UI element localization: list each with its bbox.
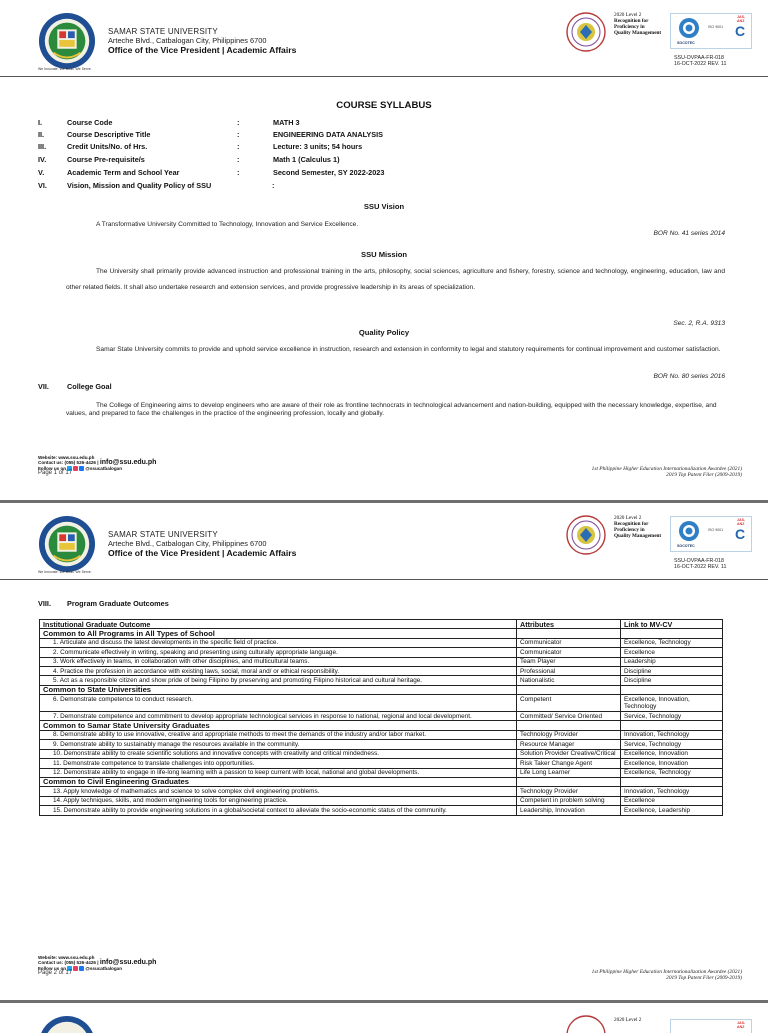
- page-footer: Website: www.ssu.edu.ph Contact us: (055) 526-4426 | info@ssu.edu.ph Follow us on @ssucatbalogan Page 2 of 17: [38, 955, 157, 977]
- empty-cell: [517, 629, 621, 638]
- table-row: [40, 796, 723, 805]
- seal-motto: We Innovate. We Build. We Serve.: [38, 67, 92, 71]
- table-row: [40, 759, 723, 768]
- outcome-cell: 13. Apply knowledge of mathematics and science to solve complex civil engineering problems.: [40, 787, 517, 796]
- table-group-row: [40, 685, 723, 694]
- mv-cv-link-cell: Innovation, Technology: [621, 787, 723, 796]
- outcome-cell: 8. Demonstrate ability to use innovative, creative and appropriate methods to meet the demands of the industry and/or labor market.: [40, 730, 517, 739]
- outcome-cell: 4. Practice the profession in accordance with existing laws, social, moral and/ or ethical responsibility.: [40, 667, 517, 676]
- table-row: [40, 657, 723, 666]
- column-header: Link to MV-CV: [621, 620, 723, 629]
- instagram-icon[interactable]: [73, 466, 78, 471]
- attribute-cell: Resource Manager: [517, 740, 621, 749]
- empty-cell: [517, 721, 621, 730]
- empty-cell: [621, 777, 723, 786]
- syllabus-page-2: We Innovate. We Build. We Serve. SAMAR STATE UNIVERSITY Arteche Blvd., Catbalogan City, Philippines 6700 Office of the Vice President | Academic Affairs 2020 Level 2 Recognition for Proficiency in Quality Management SOCOTEC ISO 9001 JAS-ANZ C SSU-OVPAA-FR-018 16-OCT-2022 REV. 11 VIII. Program Graduate Outcomes Institutional Graduate Outcome Attributes Link to MV-CV Common to All Programs in All Types of School 1. Articulate and discuss the latest developments in the specific field of practice. Communicator Excellence, Technology 2. Communicate effectively in writing, speaking and presenting using culturally appropriate language. Communicator Excellence 3. Work effectively in teams, in collaboration with other disciplines, and multicultural teams. Team Player Leadership 4. Practice the profession in accordance with existing laws, social, moral and/ or ethical responsibility. Professional Discipline 5. Act as a responsible citizen and show pride of being Filipino by preserving and promoting Filipino historical and cultural heritage. Nationalistic Discipline Common to State Universities 6. Demonstrate competence to conduct research. Competent Excellence, Innovation, Technology 7. Demonstrate competence and commitment to develop appropriate technological services in response to national, regional and local development. Committed/ Service Oriented Service, Technology Common to Samar State University Graduates 8. Demonstrate ability to use innovative, creative and appropriate methods to meet the demands of the industry and/or labor market. Technology Provider Innovation, Technology 9. Demonstrate ability to sustainably manage the resources available in the community. Resource Manager Service, Technology 10. Demonstrate ability to create scientific solutions and innovative concepts with creativity and critical mindedness. Solution Provider Creative/Critical Excellence, Innovation 11. Demonstrate competence to translate challenges into opportunities. Risk Taker Change Agent Excellence, Innovation 12. Demonstrate ability to engage in life-long learning with a passion to keep current with local, national and global developments. Life Long Learner Excellence, Technology Common to Civil Engineering Graduates 13. Apply knowledge of mathematics and science to solve complex civil engineering problems. Technology Provider Innovation, Technology 14. Apply techniques, skills, and modern engineering tools for engineering practice. Competent in problem solving Excellence 15. Demonstrate ability to provide engineering solutions in a global/societal context to alleviate the socio-economic status of the community. Leadership, Innovation Excellence, Leadership Website: www.ssu.edu.ph Contact us: (055) 526-4426 | info@ssu.edu.ph Follow us on @ssucatbalogan Page 2 of 17 1st Philippine Higher Education Internationalization Awardee (2021) 2019 Top Patent Filer (2009-2019): [0, 503, 768, 1000]
- table-group-row: [40, 777, 723, 786]
- table-row: [40, 730, 723, 739]
- graduate-outcomes-table: [39, 619, 723, 816]
- recognition-seal-logo: [566, 1015, 606, 1033]
- award-note: 1st Philippine Higher Education Internationalization Awardee (2021) 2019 Top Patent Filer (2009-2019): [591, 466, 742, 479]
- recognition-seal-logo: [566, 515, 606, 555]
- attribute-cell: Leadership, Innovation: [517, 806, 621, 815]
- table-row: [40, 712, 723, 721]
- mv-cv-link-cell: Excellence, Leadership: [621, 806, 723, 815]
- attribute-cell: Competent: [517, 695, 621, 712]
- mission-text: The University shall primarily provide advanced instruction and professional training in the arts, philosophy, social sciences, agriculture and fishery, forestry, science and technology, engineering, education, law and other related fields. It shall also undertake research and extension services, and provide progressive leadership in its areas of specialization.: [66, 268, 725, 291]
- page-header: [0, 0, 768, 76]
- vision-reference: BOR No. 41 series 2014: [653, 230, 725, 237]
- outcome-cell: 7. Demonstrate competence and commitment to develop appropriate technological services in response to national, regional and local development.: [40, 712, 517, 721]
- mv-cv-link-cell: Discipline: [621, 667, 723, 676]
- seal-motto: We Innovate. We Build. We Serve.: [38, 570, 92, 574]
- mv-cv-link-cell: Innovation, Technology: [621, 730, 723, 739]
- table-body: [40, 629, 723, 815]
- accreditation-c-logo: C: [735, 526, 746, 542]
- mv-cv-link-cell: Excellence, Technology: [621, 768, 723, 777]
- mv-cv-link-cell: Excellence, Innovation, Technology: [621, 695, 723, 712]
- page-footer: Website: www.ssu.edu.ph Contact us: (055) 526-4426 | info@ssu.edu.ph Follow us on @ssucatbalogan Page 1 of 17: [38, 455, 157, 477]
- page-number: Page 2 of 17: [38, 970, 73, 977]
- socotec-logo: [678, 17, 700, 39]
- attribute-cell: Professional: [517, 667, 621, 676]
- empty-cell: [517, 685, 621, 694]
- university-address: Arteche Blvd., Catbalogan City, Philippines 6700: [108, 36, 267, 45]
- recognition-seal-logo: [566, 12, 606, 52]
- attribute-cell: Nationalistic: [517, 676, 621, 685]
- mv-cv-link-cell: Leadership: [621, 657, 723, 666]
- recognition-text: 2020 Level 2 Recognition for Proficiency in Quality Management: [614, 12, 662, 36]
- attribute-cell: Life Long Learner: [517, 768, 621, 777]
- quality-policy-reference: BOR No. 80 series 2016: [653, 373, 725, 380]
- mv-cv-link-cell: Excellence, Innovation: [621, 749, 723, 758]
- mv-cv-link-cell: Service, Technology: [621, 740, 723, 749]
- university-block: [108, 531, 296, 558]
- outcome-cell: 12. Demonstrate ability to engage in life-long learning with a passion to keep current with local, national and global developments.: [40, 768, 517, 777]
- vision-heading: SSU Vision: [363, 202, 405, 211]
- outcome-cell: 6. Demonstrate competence to conduct research.: [40, 695, 517, 712]
- table-group-row: [40, 721, 723, 730]
- footer-email-link[interactable]: info@ssu.edu.ph: [99, 959, 157, 967]
- header-divider: [0, 76, 768, 77]
- empty-cell: [621, 629, 723, 638]
- group-label: Common to Civil Engineering Graduates: [40, 777, 517, 786]
- outcome-cell: 2. Communicate effectively in writing, speaking and presenting using culturally appropriate language.: [40, 648, 517, 657]
- page-title: COURSE SYLLABUS: [336, 100, 432, 111]
- attribute-cell: Risk Taker Change Agent: [517, 759, 621, 768]
- university-seal-logo: [38, 515, 96, 573]
- iso-certification-badge: SOCOTEC ISO 9001 JAS-ANZ C: [670, 516, 752, 552]
- group-label: Common to State Universities: [40, 685, 517, 694]
- university-block: [108, 28, 296, 55]
- attribute-cell: Technology Provider: [517, 730, 621, 739]
- outcome-cell: 3. Work effectively in teams, in collaboration with other disciplines, and multicultural teams.: [40, 657, 517, 666]
- vision-text: A Transformative University Committed to Technology, Innovation and Service Excellence.: [96, 221, 359, 228]
- iso-certification-badge: JAS-ANZ: [670, 1019, 752, 1033]
- table-row: [40, 806, 723, 815]
- attribute-cell: Technology Provider: [517, 787, 621, 796]
- page-header: [0, 503, 768, 579]
- accreditation-c-logo: C: [735, 23, 746, 39]
- outcome-cell: 15. Demonstrate ability to provide engineering solutions in a global/societal context to alleviate the socio-economic status of the community.: [40, 806, 517, 815]
- footer-website: Website: www.ssu.edu.ph: [38, 955, 95, 960]
- column-header: Institutional Graduate Outcome: [40, 620, 517, 629]
- table-header-row: [40, 620, 723, 629]
- table-row: [40, 676, 723, 685]
- university-address: Arteche Blvd., Catbalogan City, Philippines 6700: [108, 539, 267, 548]
- socotec-logo: [678, 520, 700, 542]
- table-row: [40, 768, 723, 777]
- outcome-cell: 1. Articulate and discuss the latest developments in the specific field of practice.: [40, 638, 517, 647]
- outcome-cell: 5. Act as a responsible citizen and show pride of being Filipino by preserving and promoting Filipino historical and cultural heritage.: [40, 676, 517, 685]
- office-name: Office of the Vice President | Academic Affairs: [108, 45, 297, 56]
- attribute-cell: Competent in problem solving: [517, 796, 621, 805]
- attribute-cell: Solution Provider Creative/Critical: [517, 749, 621, 758]
- empty-cell: [621, 721, 723, 730]
- college-goal-text: The College of Engineering aims to develop engineers who are aware of their role as frontline technocrats in technological advancement and nation-building, equipped with the necessary knowledge, expertise, and values, and prepared to face the challenges in the practice of the engineering profession, locally and globally.: [66, 402, 717, 417]
- mission-reference: Sec. 2, R.A. 9313: [673, 320, 725, 327]
- empty-cell: [517, 777, 621, 786]
- attribute-cell: Committed/ Service Oriented: [517, 712, 621, 721]
- mv-cv-link-cell: Excellence, Technology: [621, 638, 723, 647]
- office-name: Office of the Vice President | Academic Affairs: [108, 548, 297, 559]
- table-row: [40, 638, 723, 647]
- mv-cv-link-cell: Excellence, Innovation: [621, 759, 723, 768]
- university-seal-logo: [38, 1015, 96, 1033]
- quality-policy-heading: Quality Policy: [358, 328, 410, 337]
- group-label: Common to Samar State University Graduates: [40, 721, 517, 730]
- outcome-cell: 14. Apply techniques, skills, and modern engineering tools for engineering practice.: [40, 796, 517, 805]
- mv-cv-link-cell: Excellence: [621, 796, 723, 805]
- syllabus-page-3-partial: [0, 1003, 768, 1033]
- university-seal-logo: [38, 12, 96, 70]
- footer-website: Website: www.ssu.edu.ph: [38, 455, 95, 460]
- iso-certification-badge: SOCOTEC ISO 9001 JAS-ANZ C: [670, 13, 752, 49]
- mv-cv-link-cell: Service, Technology: [621, 712, 723, 721]
- document-code: SSU-OVPAA-FR-018 16-OCT-2022 REV. 11: [674, 55, 727, 68]
- attribute-cell: Team Player: [517, 657, 621, 666]
- table-row: [40, 695, 723, 712]
- page-number: Page 1 of 17: [38, 470, 73, 477]
- attribute-cell: Communicator: [517, 638, 621, 647]
- mv-cv-link-cell: Excellence: [621, 648, 723, 657]
- empty-cell: [621, 685, 723, 694]
- table-row: [40, 648, 723, 657]
- facebook-icon[interactable]: [79, 466, 84, 471]
- outcome-cell: 9. Demonstrate ability to sustainably manage the resources available in the community.: [40, 740, 517, 749]
- header-divider: [0, 579, 768, 580]
- column-header: Attributes: [517, 620, 621, 629]
- footer-email-link[interactable]: info@ssu.edu.ph: [99, 459, 157, 467]
- recognition-text: 2020 Level 2 Recognition for Proficiency in Quality Management: [614, 515, 662, 539]
- mv-cv-link-cell: Discipline: [621, 676, 723, 685]
- table-row: [40, 787, 723, 796]
- syllabus-page-1: We Innovate. We Build. We Serve. SAMAR STATE UNIVERSITY Arteche Blvd., Catbalogan City, Philippines 6700 Office of the Vice President | Academic Affairs 2020 Level 2 Recognition for Proficiency in Quality Management SOCOTEC ISO 9001 JAS-ANZ C SSU-OVPAA-FR-018 16-OCT-2022 REV. 11 COURSE SYLLABUS I. Course Code : MATH 3 II. Course Descriptive Title : ENGINEERING DATA ANALYSIS III. Credit Units/No. of Hrs. : Lecture: 3 units; 54 hours IV. Course Pre-requisite/s : Math 1 (Calculus 1) V. Academic Term and School Year : Second Semester, SY 2022-2023 VI. Vision, Mission and Quality Policy of SSU : SSU Vision A Transformative University Committed to Technology, Innovation and Service Excellence. BOR No. 41 series 2014 SSU Mission The University shall primarily provide advanced instruction and professional training in the arts, philosophy, social sciences, agriculture and fishery, forestry, science and technology, engineering, education, law and other related fields. It shall also undertake research and extension services, and provide progressive leadership in its areas of specialization. Sec. 2, R.A. 9313 Quality Policy Samar State University commits to provide and uphold service excellence in instruction, research and extension in conformity to legal and statutory requirements for continual improvement and customer satisfaction. BOR No. 80 series 2016 VII. College Goal The College of Engineering aims to develop engineers who are aware of their role as frontline technocrats in technological advancement and nation-building, equipped with the necessary knowledge, expertise, and values, and prepared to face the challenges in the practice of the engineering profession, locally and globally. Website: www.ssu.edu.ph Contact us: (055) 526-4426 | info@ssu.edu.ph Follow us on @ssucatbalogan Page 1 of 17 1st Philippine Higher Education Internationalization Awardee (2021) 2019 Top Patent Filer (2009-2019): [0, 0, 768, 500]
- table-group-row: [40, 629, 723, 638]
- table-row: [40, 749, 723, 758]
- attribute-cell: Communicator: [517, 648, 621, 657]
- university-name: SAMAR STATE UNIVERSITY: [108, 27, 218, 36]
- table-row: [40, 740, 723, 749]
- outcome-cell: 11. Demonstrate competence to translate challenges into opportunities.: [40, 759, 517, 768]
- quality-policy-text: Samar State University commits to provide and uphold service excellence in instruction, research and extension in conformity to legal and statutory requirements for continual improvement and customer satisfaction.: [96, 346, 721, 353]
- instagram-icon[interactable]: [73, 966, 78, 971]
- facebook-icon[interactable]: [79, 966, 84, 971]
- group-label: Common to All Programs in All Types of School: [40, 629, 517, 638]
- document-code: SSU-OVPAA-FR-018 16-OCT-2022 REV. 11: [674, 558, 727, 571]
- outcome-cell: 10. Demonstrate ability to create scientific solutions and innovative concepts with creativity and critical mindedness.: [40, 749, 517, 758]
- university-name: SAMAR STATE UNIVERSITY: [108, 530, 218, 539]
- recognition-text: 2020 Level 2: [614, 1017, 642, 1023]
- mission-heading: SSU Mission: [361, 250, 407, 259]
- award-note: 1st Philippine Higher Education Internationalization Awardee (2021) 2019 Top Patent Filer (2009-2019): [591, 969, 742, 982]
- table-row: [40, 667, 723, 676]
